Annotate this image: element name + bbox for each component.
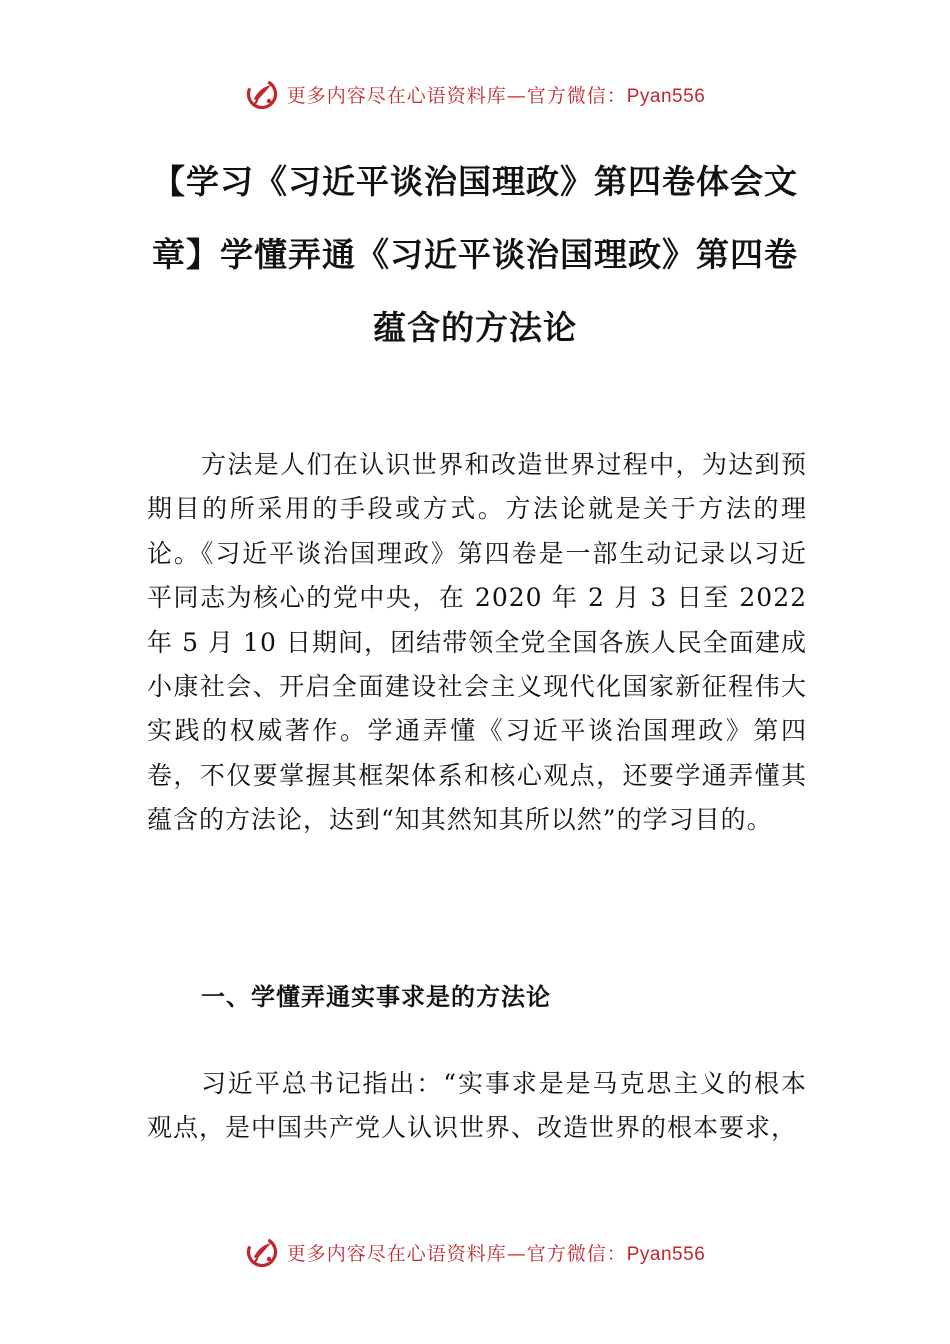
document-title: 【学习《习近平谈治国理政》第四卷体会文章】学懂弄通《习近平谈治国理政》第四卷蕴含的方法论 xyxy=(152,162,798,347)
watermark-text xyxy=(287,1239,706,1266)
footer-watermark xyxy=(0,1230,950,1274)
watermark-label: 更多内容尽在心语资料库—官方微信： xyxy=(286,1242,627,1265)
body-paragraph-intro: 方法是人们在认识世界和改造世界过程中，为达到预期目的所采用的手段或方式。方法论就是关于方法的理论。《习近平谈治国理政》第四卷是一部生动记录以习近平同志为核心的党中央，在 2020 年 2 月 3 日至 2022 年 5 月 10 日期间，团结带领全党全国各族人民全面建成小康社会、开启全面建设社会主义现代化国家新征程伟大实践的权威著作。学通弄懂《习近平谈治国理政》第四卷，不仅要掌握其框架体系和核心观点，还要学通弄懂其蕴含的方法论，达到“知其然知其所以然”的学习目的。 xyxy=(147,450,807,835)
header-watermark xyxy=(0,72,950,116)
brush-seal-logo-icon xyxy=(245,77,279,111)
watermark-text xyxy=(287,81,706,108)
body-paragraph-section-1: 习近平总书记指出：“实事求是是马克思主义的根本观点，是中国共产党人认识世界、改造世界的根本要求， xyxy=(147,1069,807,1143)
wechat-id: Pyan556 xyxy=(626,1243,706,1265)
section-heading: 一、学懂弄通实事求是的方法论 xyxy=(201,983,551,1011)
wechat-id: Pyan556 xyxy=(626,85,706,107)
watermark-label: 更多内容尽在心语资料库—官方微信： xyxy=(286,84,627,107)
brush-seal-logo-icon xyxy=(245,1235,279,1269)
